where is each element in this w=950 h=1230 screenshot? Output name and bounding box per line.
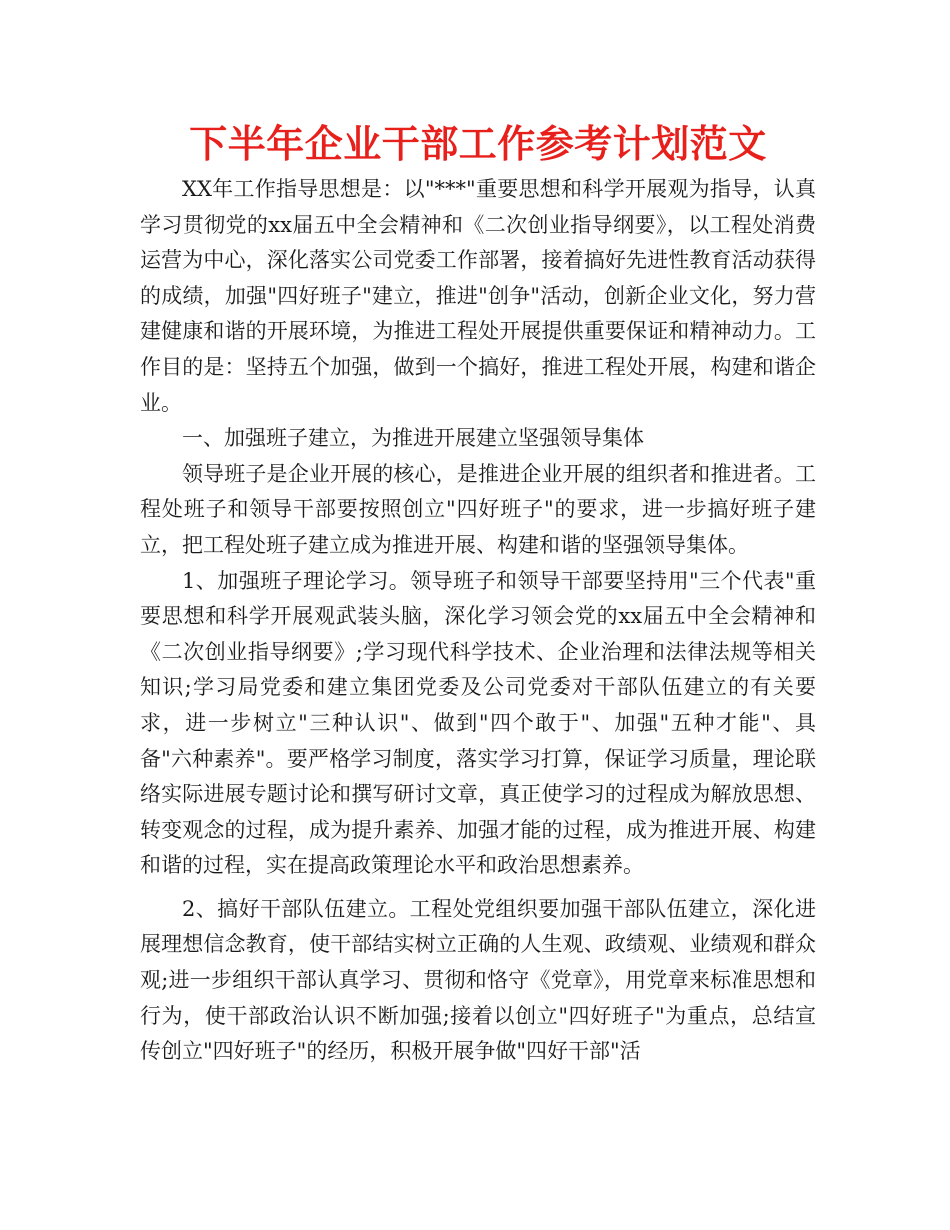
section-heading-1: 一、加强班子建立，为推进开展建立坚强领导集体 <box>182 426 644 451</box>
paragraph-guiding-thought: XX年工作指导思想是：以"***"重要思想和科学开展观为指导，认真学习贯彻党的xx届五中全会精神和《二次创业指导纲要》，以工程处消费运营为中心，深化落实公司党委工作部署，接着搞好先进性教育活动获得的成绩，加强"四好班子"建立，推进"创争"活动，创新企业文化，努力营建健康和谐的开展环境，为推进工程处开展提供重要保证和精神动力。工作目的是：坚持五个加强，做到一个搞好，推进工程处开展，构建和谐企业。 <box>140 177 816 415</box>
document-title: 下半年企业干部工作参考计划范文 <box>189 122 767 166</box>
paragraph-leadership-core: 领导班子是企业开展的核心，是推进企业开展的组织者和推进者。工程处班子和领导干部要按照创立"四好班子"的要求，进一步搞好班子建立，把工程处班子建立成为推进开展、构建和谐的坚强领导集体。 <box>140 461 816 557</box>
paragraph-item-2: 2、搞好干部队伍建立。工程处党组织要加强干部队伍建立，深化进展理想信念教育，使干部结实树立正确的人生观、政绩观、业绩观和群众观;进一步组织干部认真学习、贯彻和恪守《党章》，用党章来标准思想和行为，使干部政治认识不断加强;接着以创立"四好班子"为重点，总结宣传创立"四好班子"的经历，积极开展争做"四好干部"活 <box>140 896 816 1064</box>
paragraph-item-1: 1、加强班子理论学习。领导班子和领导干部要坚持用"三个代表"重要思想和科学开展观武装头脑，深化学习领会党的xx届五中全会精神和《二次创业指导纲要》;学习现代科学技术、企业治理和法律法规等相关知识;学习局党委和建立集团党委及公司党委对干部队伍建立的有关要求，进一步树立"三种认识"、做到"四个敢于"、加强"五种才能"、具备"六种素养"。要严格学习制度，落实学习打算，保证学习质量，理论联络实际进展专题讨论和撰写研讨文章，真正使学习的过程成为解放思想、转变观念的过程，成为提升素养、加强才能的过程，成为推进开展、构建和谐的过程，实在提高政策理论水平和政治思想素养。 <box>140 568 816 878</box>
